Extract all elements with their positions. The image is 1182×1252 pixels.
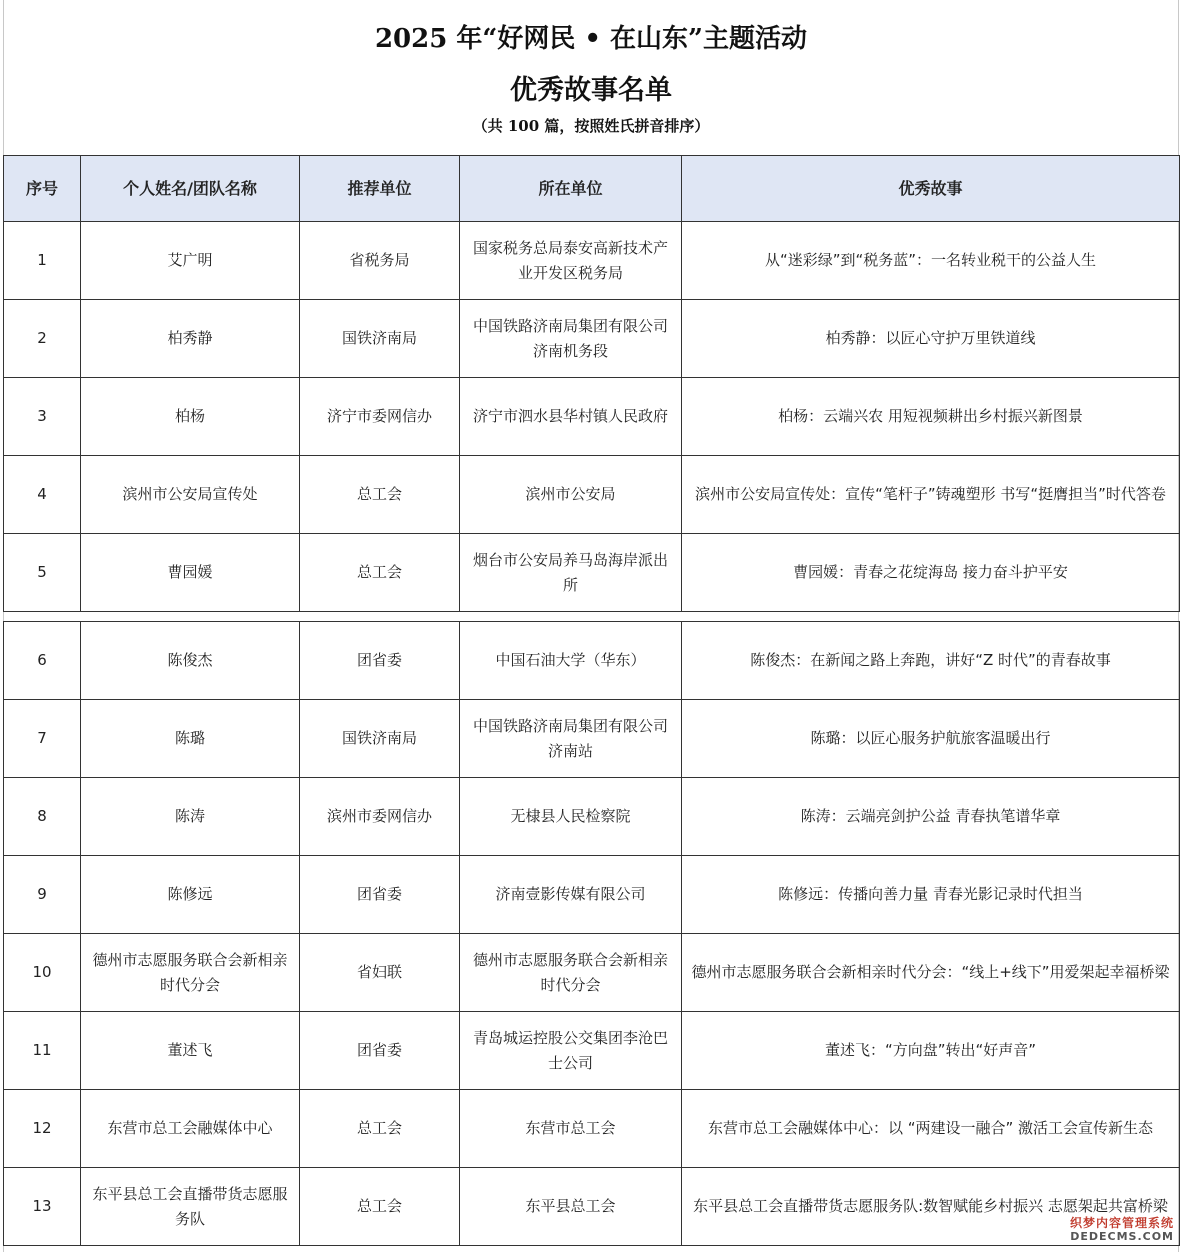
column-header-name: 个人姓名/团队名称 xyxy=(81,156,300,222)
cell-name: 陈修远 xyxy=(81,856,300,934)
table-row xyxy=(4,378,1180,456)
cell-unit: 济宁市泗水县华村镇人民政府 xyxy=(460,378,682,456)
cell-unit: 济南壹影传媒有限公司 xyxy=(460,856,682,934)
cell-story: 陈璐：以匠心服务护航旅客温暖出行 xyxy=(682,700,1180,778)
cell-no: 11 xyxy=(4,1012,81,1090)
table-row xyxy=(4,700,1180,778)
cell-no: 5 xyxy=(4,534,81,612)
page-title: 2025 年“好网民 • 在山东”主题活动 xyxy=(374,24,808,54)
cell-name: 陈涛 xyxy=(81,778,300,856)
cell-unit: 国家税务总局泰安高新技术产业开发区税务局 xyxy=(460,222,682,300)
page-subtitle: （共 100 篇，按照姓氏拼音排序） xyxy=(472,117,710,135)
cell-unit: 中国石油大学（华东） xyxy=(460,622,682,700)
cell-name: 柏杨 xyxy=(81,378,300,456)
cell-story: 陈涛：云端亮剑护公益 青春执笔谱华章 xyxy=(682,778,1180,856)
cell-recommender: 国铁济南局 xyxy=(300,700,460,778)
cell-unit: 无棣县人民检察院 xyxy=(460,778,682,856)
cell-recommender: 总工会 xyxy=(300,1168,460,1246)
cell-no: 9 xyxy=(4,856,81,934)
cell-no: 10 xyxy=(4,934,81,1012)
page-title-line2: 优秀故事名单 xyxy=(510,75,672,106)
cell-unit: 青岛城运控股公交集团李沧巴士公司 xyxy=(460,1012,682,1090)
cell-story: 陈修远：传播向善力量 青春光影记录时代担当 xyxy=(682,856,1180,934)
cell-recommender: 团省委 xyxy=(300,1012,460,1090)
cell-recommender: 济宁市委网信办 xyxy=(300,378,460,456)
cell-story: 陈俊杰：在新闻之路上奔跑，讲好“Z 时代”的青春故事 xyxy=(682,622,1180,700)
cell-no: 12 xyxy=(4,1090,81,1168)
cell-no: 6 xyxy=(4,622,81,700)
cell-no: 3 xyxy=(4,378,81,456)
cell-recommender: 总工会 xyxy=(300,456,460,534)
cell-name: 董述飞 xyxy=(81,1012,300,1090)
cell-name: 曹园媛 xyxy=(81,534,300,612)
cell-unit: 德州市志愿服务联合会新相亲时代分会 xyxy=(460,934,682,1012)
cell-story: 从“迷彩绿”到“税务蓝”：一名转业税干的公益人生 xyxy=(682,222,1180,300)
cell-name: 陈璐 xyxy=(81,700,300,778)
table-row xyxy=(4,934,1180,1012)
cell-story: 德州市志愿服务联合会新相亲时代分会：“线上+线下”用爱架起幸福桥梁 xyxy=(682,934,1180,1012)
table-row xyxy=(4,300,1180,378)
watermark-line2: DEDECMS.COM xyxy=(1070,1230,1174,1243)
cell-name: 柏秀静 xyxy=(81,300,300,378)
story-table-part2 xyxy=(3,621,1180,1246)
watermark xyxy=(1070,1216,1174,1244)
cell-story: 东营市总工会融媒体中心：以 “两建设一融合” 激活工会宣传新生态 xyxy=(682,1090,1180,1168)
cell-recommender: 总工会 xyxy=(300,534,460,612)
table-row xyxy=(4,778,1180,856)
cell-story: 滨州市公安局宣传处：宣传“笔杆子”铸魂塑形 书写“挺膺担当”时代答卷 xyxy=(682,456,1180,534)
cell-name: 艾广明 xyxy=(81,222,300,300)
column-header-no: 序号 xyxy=(4,156,81,222)
cell-name: 滨州市公安局宣传处 xyxy=(81,456,300,534)
cell-name: 东营市总工会融媒体中心 xyxy=(81,1090,300,1168)
cell-no: 8 xyxy=(4,778,81,856)
cell-recommender: 团省委 xyxy=(300,622,460,700)
cell-unit: 东平县总工会 xyxy=(460,1168,682,1246)
cell-name: 陈俊杰 xyxy=(81,622,300,700)
cell-unit: 中国铁路济南局集团有限公司济南机务段 xyxy=(460,300,682,378)
column-header-recommender: 推荐单位 xyxy=(300,156,460,222)
column-header-story: 优秀故事 xyxy=(682,156,1180,222)
cell-recommender: 滨州市委网信办 xyxy=(300,778,460,856)
cell-no: 4 xyxy=(4,456,81,534)
cell-story: 董述飞：“方向盘”转出“好声音” xyxy=(682,1012,1180,1090)
table-row xyxy=(4,622,1180,700)
cell-story: 曹园媛：青春之花绽海岛 接力奋斗护平安 xyxy=(682,534,1180,612)
cell-recommender: 国铁济南局 xyxy=(300,300,460,378)
cell-name: 德州市志愿服务联合会新相亲时代分会 xyxy=(81,934,300,1012)
cell-unit: 东营市总工会 xyxy=(460,1090,682,1168)
table-row xyxy=(4,222,1180,300)
watermark-line1: 织梦内容管理系统 xyxy=(1069,1216,1174,1230)
table-row xyxy=(4,1012,1180,1090)
cell-name: 东平县总工会直播带货志愿服务队 xyxy=(81,1168,300,1246)
cell-unit: 中国铁路济南局集团有限公司济南站 xyxy=(460,700,682,778)
story-table-part1 xyxy=(3,155,1180,612)
cell-no: 7 xyxy=(4,700,81,778)
table-row xyxy=(4,1168,1180,1246)
table-row xyxy=(4,456,1180,534)
column-header-unit: 所在单位 xyxy=(460,156,682,222)
cell-no: 2 xyxy=(4,300,81,378)
cell-recommender: 团省委 xyxy=(300,856,460,934)
cell-story: 柏杨：云端兴农 用短视频耕出乡村振兴新图景 xyxy=(682,378,1180,456)
cell-story: 柏秀静：以匠心守护万里铁道线 xyxy=(682,300,1180,378)
table-row xyxy=(4,856,1180,934)
table-row xyxy=(4,534,1180,612)
cell-unit: 滨州市公安局 xyxy=(460,456,682,534)
table-row xyxy=(4,1090,1180,1168)
cell-unit: 烟台市公安局养马岛海岸派出所 xyxy=(460,534,682,612)
table-header-row xyxy=(4,156,1180,222)
cell-no: 13 xyxy=(4,1168,81,1246)
cell-recommender: 总工会 xyxy=(300,1090,460,1168)
cell-recommender: 省妇联 xyxy=(300,934,460,1012)
cell-recommender: 省税务局 xyxy=(300,222,460,300)
cell-story: 东平县总工会直播带货志愿服务队:数智赋能乡村振兴 志愿架起共富桥梁 xyxy=(682,1168,1180,1246)
cell-no: 1 xyxy=(4,222,81,300)
